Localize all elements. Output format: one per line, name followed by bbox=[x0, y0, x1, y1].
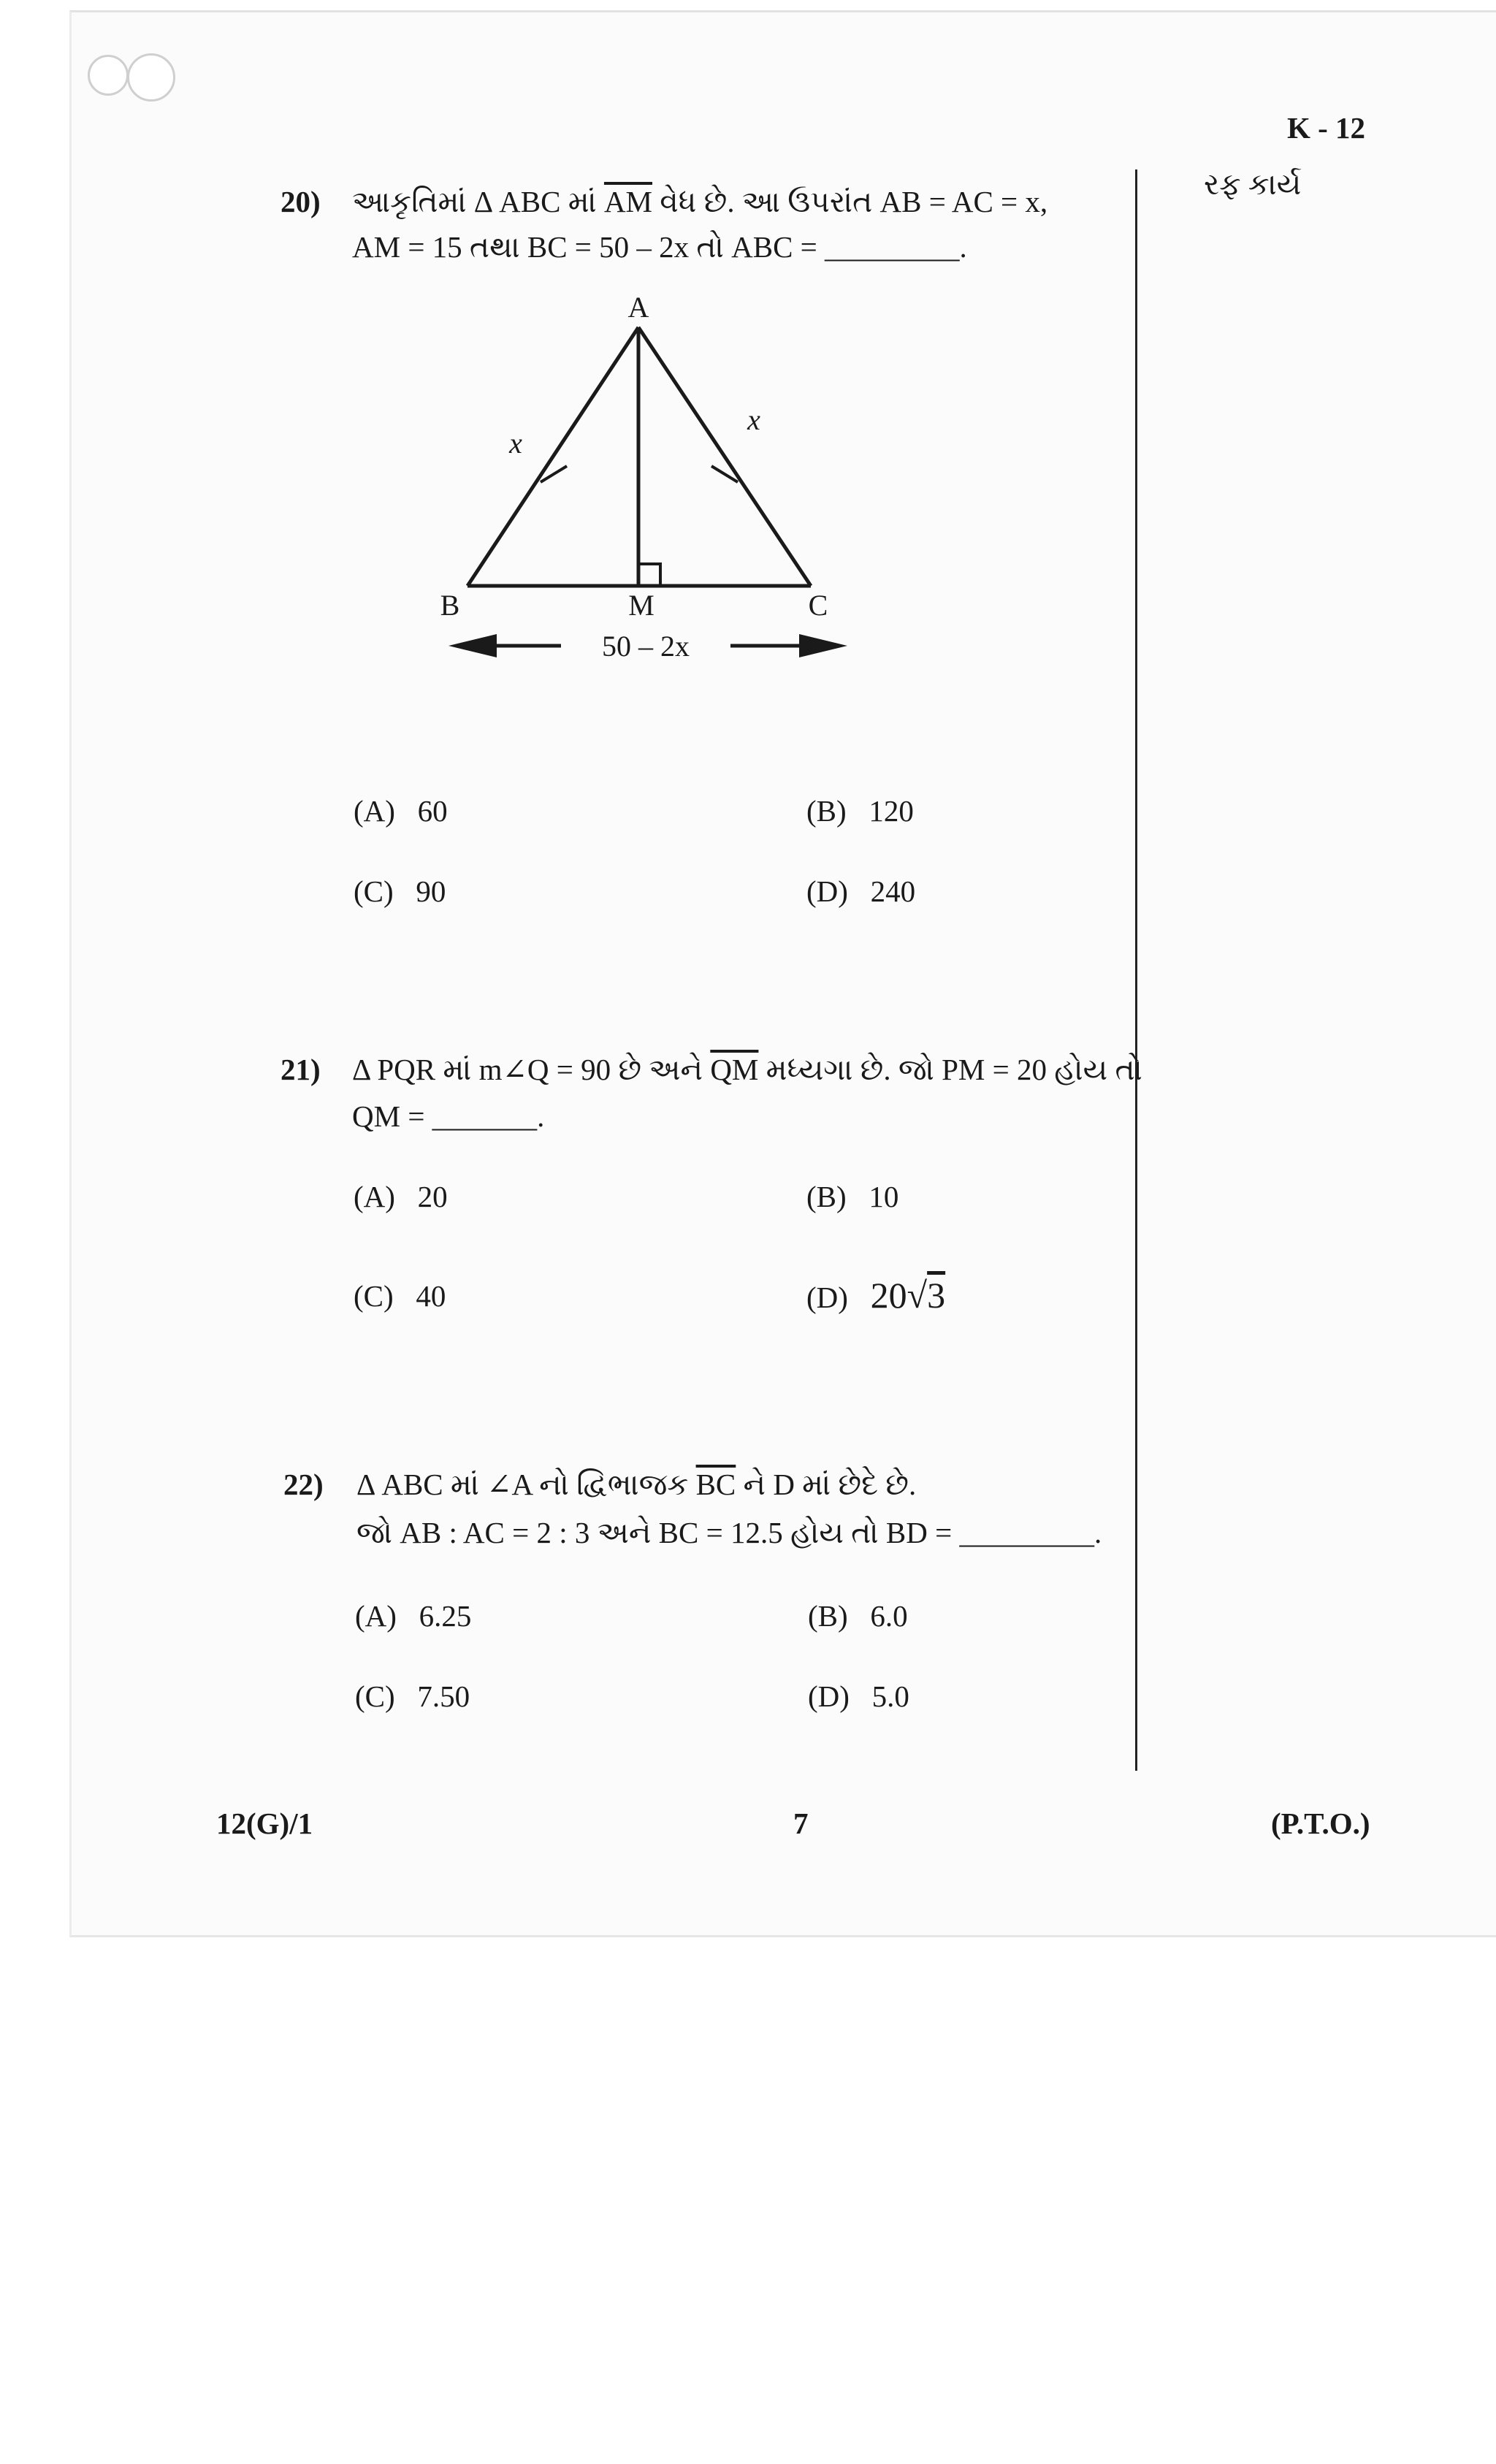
option-a[interactable] bbox=[354, 1182, 448, 1212]
option-d[interactable] bbox=[806, 1275, 946, 1316]
question-number: 20) bbox=[280, 185, 321, 218]
option-d[interactable] bbox=[808, 1679, 909, 1713]
option-label: (A) bbox=[354, 794, 395, 828]
question-text: Δ ABC માં ∠A નો દ્વિભાજક bbox=[356, 1468, 689, 1501]
segment-symbol: $\overline{AM}$ bbox=[603, 185, 653, 218]
option-value: 90 bbox=[416, 874, 446, 908]
option-b[interactable] bbox=[806, 796, 914, 826]
option-value: 40 bbox=[416, 1279, 446, 1313]
question-text: મધ્યગા છે. જો PM = 20 હોય તો bbox=[766, 1053, 1142, 1086]
punch-hole bbox=[88, 55, 129, 96]
option-value: 10 bbox=[869, 1180, 899, 1213]
side-ac bbox=[638, 327, 811, 586]
vertex-label-m: M bbox=[628, 589, 654, 622]
option-value: 5.0 bbox=[871, 1679, 909, 1713]
option-value: 60 bbox=[417, 794, 448, 828]
option-c[interactable] bbox=[354, 874, 446, 908]
option-a[interactable] bbox=[354, 796, 448, 826]
rough-work-divider bbox=[1135, 169, 1137, 1771]
question-text-line1 bbox=[352, 1055, 1142, 1085]
sqrt-symbol: √ bbox=[907, 1275, 928, 1316]
question-text: ને D માં છેદે છે. bbox=[743, 1468, 917, 1501]
option-value bbox=[871, 1275, 945, 1316]
option-label: (A) bbox=[355, 1599, 397, 1633]
segment-symbol: $\overline{QM}$ bbox=[710, 1053, 759, 1086]
option-label: (C) bbox=[354, 874, 394, 908]
question-text-line2: AM = 15 તથા BC = 50 – 2x તો ABC = _________. bbox=[352, 230, 967, 264]
segment-symbol: $\overline{BC}$ bbox=[695, 1468, 736, 1501]
side-ab bbox=[468, 327, 638, 586]
question-text-line2: જો AB : AC = 2 : 3 અને BC = 12.5 હોય તો BD = _________. bbox=[356, 1516, 1102, 1549]
vertex-label-b: B bbox=[440, 589, 460, 622]
option-c[interactable] bbox=[354, 1281, 446, 1311]
option-a[interactable] bbox=[355, 1601, 471, 1631]
question-number: 22) bbox=[283, 1468, 324, 1501]
question-text-line1 bbox=[356, 1470, 916, 1500]
rough-work-label: રફ કાર્ય bbox=[1204, 167, 1302, 201]
question-number: 21) bbox=[280, 1053, 321, 1086]
option-label: (D) bbox=[808, 1679, 850, 1713]
punch-hole bbox=[127, 53, 175, 102]
option-b[interactable] bbox=[808, 1601, 908, 1631]
radical-coefficient: 20 bbox=[870, 1275, 907, 1316]
right-angle-mark bbox=[638, 564, 660, 586]
please-turn-over: (P.T.O.) bbox=[1271, 1807, 1370, 1840]
question-text: Δ PQR માં m∠Q = 90 છે અને bbox=[352, 1053, 703, 1086]
footer-paper-code: 12(G)/1 bbox=[216, 1807, 313, 1840]
option-value: 240 bbox=[870, 874, 916, 908]
option-value: 6.0 bbox=[870, 1599, 908, 1633]
question-text: આકૃતિમાં Δ ABC માં bbox=[352, 185, 597, 218]
triangle-diagram bbox=[438, 285, 862, 672]
option-label: (C) bbox=[354, 1279, 394, 1313]
vertex-label-a: A bbox=[627, 291, 649, 324]
arrow-left-head bbox=[449, 634, 497, 657]
option-label: (B) bbox=[806, 1180, 847, 1213]
vertex-label-c: C bbox=[808, 589, 828, 622]
radicand: 3 bbox=[927, 1275, 946, 1316]
option-c[interactable] bbox=[355, 1679, 470, 1713]
option-label: (D) bbox=[806, 874, 848, 908]
option-value: 7.50 bbox=[417, 1679, 470, 1713]
option-value: 20 bbox=[417, 1180, 448, 1213]
base-length-label: 50 – 2x bbox=[602, 630, 690, 663]
paper-code: K - 12 bbox=[1287, 111, 1366, 145]
option-label: (B) bbox=[806, 794, 847, 828]
option-label: (A) bbox=[354, 1180, 395, 1213]
option-value: 120 bbox=[869, 794, 914, 828]
page-number: 7 bbox=[793, 1807, 809, 1840]
option-value: 6.25 bbox=[419, 1599, 472, 1633]
option-label: (C) bbox=[355, 1679, 395, 1713]
side-label-x: x bbox=[747, 403, 760, 436]
side-label-x: x bbox=[509, 427, 522, 459]
question-text-line2: QM = _______. bbox=[352, 1099, 545, 1133]
arrow-right-head bbox=[799, 634, 847, 657]
option-b[interactable] bbox=[806, 1182, 898, 1212]
option-label: (B) bbox=[808, 1599, 848, 1633]
option-label: (D) bbox=[806, 1281, 848, 1314]
question-text: વેધ છે. આ ઉપરાંત AB = AC = x, bbox=[660, 185, 1048, 218]
question-text-line1 bbox=[352, 187, 1047, 217]
option-d[interactable] bbox=[806, 874, 916, 908]
